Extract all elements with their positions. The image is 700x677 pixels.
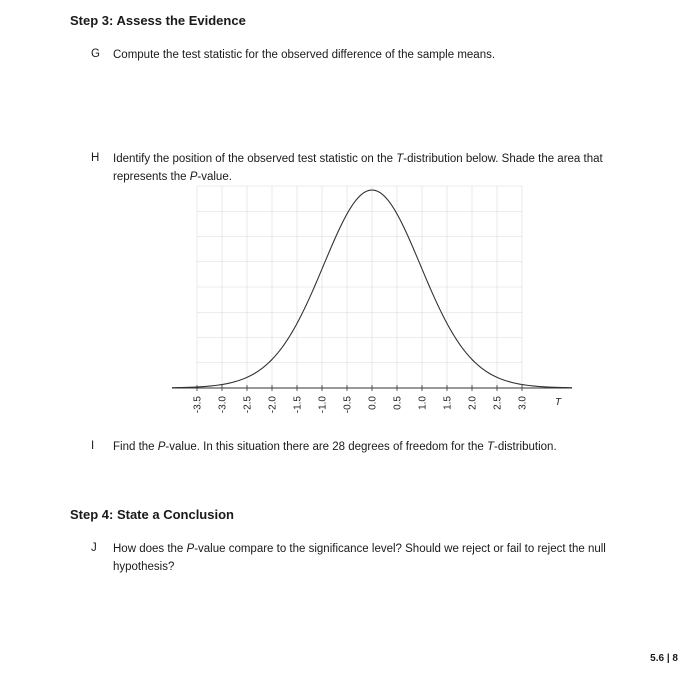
question-j-letter: J (91, 542, 97, 554)
question-h-text-part: -value. (197, 171, 232, 183)
chart-x-tick-label: -1.5 (292, 396, 304, 414)
question-h-text-italic: P (189, 171, 198, 183)
question-g-text (113, 46, 653, 64)
step3-heading: Step 3: Assess the Evidence (70, 13, 246, 28)
chart-x-tick-label: -0.5 (342, 396, 354, 414)
question-h-text-part: -distribution below. Shade the area that represents the (113, 153, 603, 183)
question-h-text-part: Identify the position of the observed test statistic on the (113, 153, 397, 165)
chart-x-tick-label: 1.0 (417, 396, 429, 410)
question-j-text-part: How does the (113, 543, 187, 555)
question-i-text-part: -distribution. (494, 441, 557, 453)
chart-x-tick-label: 2.0 (467, 396, 479, 410)
question-i-text-part: -value. In this situation there are 28 degrees of freedom for the (165, 441, 487, 453)
chart-x-tick-label: -2.5 (242, 396, 254, 414)
question-h-letter: H (91, 152, 100, 164)
t-distribution-chart[interactable] (160, 180, 580, 415)
chart-x-tick-label: -3.5 (192, 396, 204, 414)
chart-x-tick-label: -3.0 (217, 396, 229, 414)
chart-x-tick-label: 1.5 (442, 396, 454, 410)
chart-x-axis-label: T (554, 397, 562, 408)
chart-x-tick-label: -2.0 (267, 396, 279, 414)
question-i-text-italic: P (157, 441, 166, 453)
chart-x-tick-label: 0.5 (392, 396, 404, 410)
step4-heading: Step 4: State a Conclusion (70, 507, 234, 522)
question-i-text (113, 438, 653, 456)
question-i-letter: I (91, 440, 95, 452)
question-g-text-part: Compute the test statistic for the observed difference of the sample means. (113, 49, 496, 61)
question-h-text-italic: T (396, 153, 404, 165)
page-number: 5.6 | 8 (650, 653, 678, 664)
question-j-text-part: -value compare to the significance level? Should we reject or fail to reject the null hypothesis? (113, 543, 606, 573)
question-i-text-part: Find the (113, 441, 158, 453)
question-g-letter: G (91, 48, 100, 60)
chart-x-tick-label: 3.0 (517, 396, 529, 410)
question-i-text-italic: T (486, 441, 494, 453)
chart-x-tick-label: 0.0 (367, 396, 379, 410)
question-j-text (113, 540, 653, 576)
chart-x-tick-label: -1.0 (317, 396, 329, 414)
question-j-text-italic: P (186, 543, 195, 555)
chart-x-tick-label: 2.5 (492, 396, 504, 410)
